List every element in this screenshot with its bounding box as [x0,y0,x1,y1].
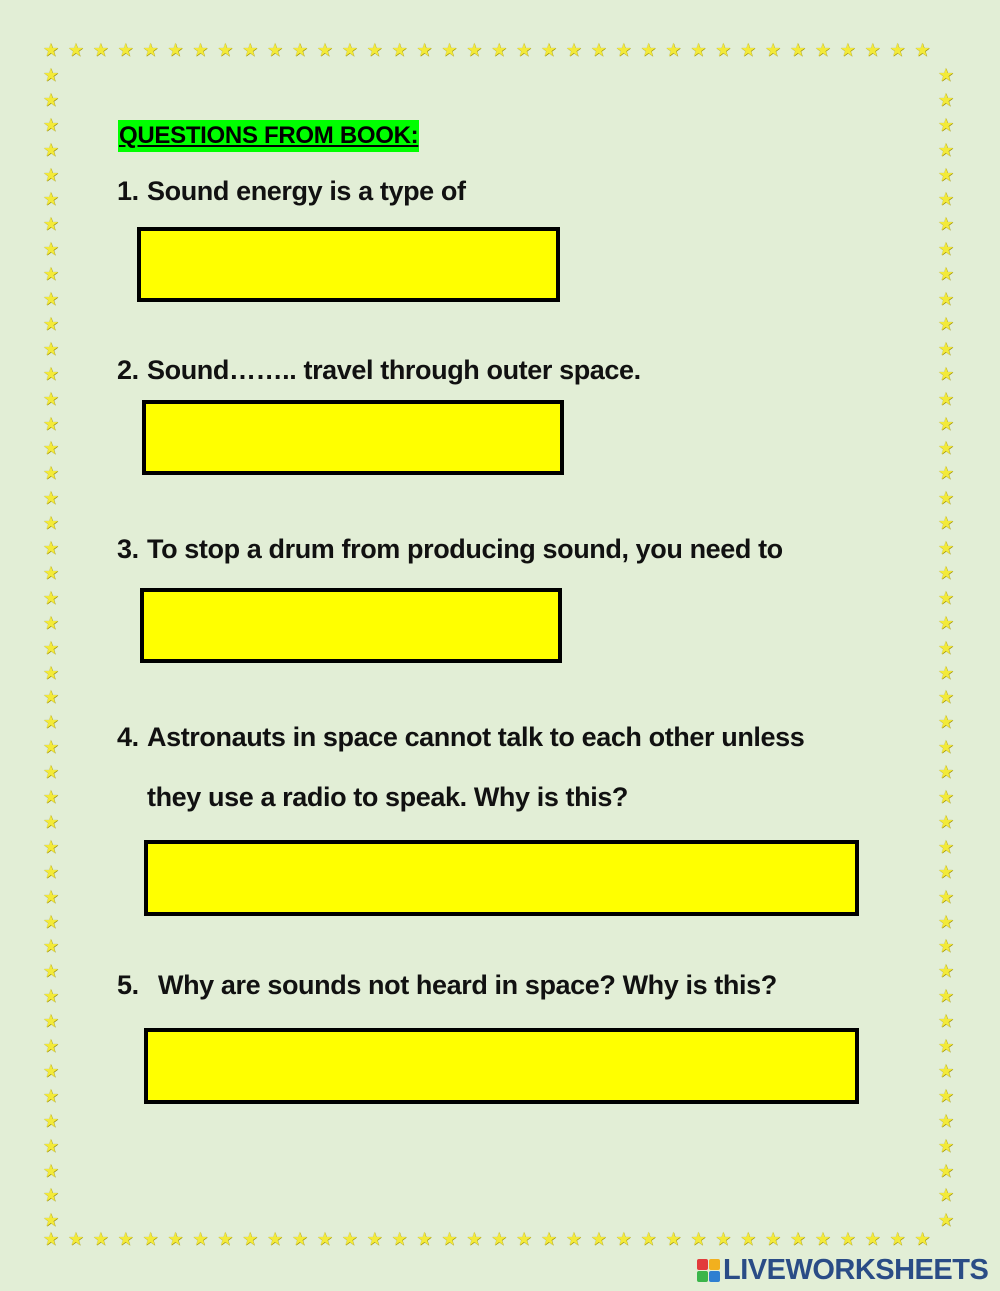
star-icon: ★ [937,1060,955,1081]
star-icon: ★ [765,1229,782,1249]
star-icon: ★ [192,1229,209,1249]
star-icon: ★ [42,488,60,509]
star-icon: ★ [366,40,383,60]
star-icon: ★ [937,562,955,583]
star-icon: ★ [937,1110,955,1131]
star-icon: ★ [937,313,955,334]
star-icon: ★ [889,1229,906,1249]
star-icon: ★ [937,1085,955,1106]
worksheet-heading: QUESTIONS FROM BOOK: [118,120,419,152]
star-icon: ★ [516,40,533,60]
star-icon: ★ [690,40,707,60]
star-icon: ★ [42,189,60,210]
answer-box-1[interactable] [137,227,560,302]
star-icon: ★ [937,662,955,683]
star-icon: ★ [42,164,60,185]
star-icon: ★ [937,687,955,708]
star-icon: ★ [789,40,807,60]
star-icon: ★ [665,1229,682,1249]
star-icon: ★ [42,1160,60,1181]
star-icon: ★ [42,114,60,135]
star-icon: ★ [937,1160,955,1181]
question-number: 4. [117,722,139,752]
question-number: 5. [117,970,139,1000]
star-icon: ★ [937,836,955,857]
star-icon: ★ [937,214,955,235]
star-icon: ★ [42,911,60,932]
star-icon: ★ [937,413,955,434]
star-icon: ★ [42,811,60,832]
star-icon: ★ [416,40,433,60]
star-icon: ★ [937,139,955,160]
star-icon: ★ [441,40,458,60]
star-icon: ★ [640,40,657,60]
star-icon: ★ [42,961,60,982]
star-icon: ★ [291,40,309,60]
star-icon: ★ [217,40,234,60]
star-icon: ★ [814,40,831,60]
star-icon: ★ [42,886,60,907]
star-icon: ★ [665,40,682,60]
star-icon: ★ [42,562,60,583]
star-icon: ★ [937,811,955,832]
star-icon: ★ [42,313,60,334]
star-icon: ★ [466,1229,483,1249]
star-icon: ★ [316,40,333,60]
star-icon: ★ [42,1060,60,1081]
star-icon: ★ [715,40,732,60]
star-icon: ★ [167,40,184,60]
star-icon: ★ [765,40,782,60]
star-icon: ★ [291,1229,309,1249]
star-icon: ★ [366,1229,383,1249]
star-icon: ★ [937,264,955,285]
star-icon: ★ [937,164,955,185]
star-icon: ★ [590,40,607,60]
star-icon: ★ [937,587,955,608]
star-icon: ★ [540,40,558,60]
star-icon: ★ [814,1229,831,1249]
answer-box-5[interactable] [144,1028,859,1104]
star-icon: ★ [42,538,60,558]
answer-box-2[interactable] [142,400,564,475]
star-icon: ★ [937,911,955,932]
brand-name: LIVEWORKSHEETS [723,1254,989,1286]
star-icon: ★ [937,1210,955,1231]
star-icon: ★ [937,1185,955,1206]
star-icon: ★ [242,40,259,60]
question-4-line-2: they use a radio to speak. Why is this? [147,782,629,812]
star-icon: ★ [491,40,508,60]
question-4 [117,722,804,753]
star-icon: ★ [937,363,955,384]
star-icon: ★ [516,1229,533,1249]
star-icon: ★ [839,40,856,60]
star-icon: ★ [914,1229,931,1249]
star-icon: ★ [42,687,60,708]
star-icon: ★ [615,1229,632,1249]
star-icon: ★ [267,1229,284,1249]
star-icon: ★ [142,40,159,60]
star-icon: ★ [615,40,632,60]
star-icon: ★ [42,1229,60,1249]
star-icon: ★ [937,463,955,484]
star-icon: ★ [42,662,60,683]
star-icon: ★ [937,189,955,210]
liveworksheets-logo-icon [697,1259,720,1282]
star-icon: ★ [242,1229,259,1249]
star-icon: ★ [937,488,955,509]
star-icon: ★ [914,40,931,60]
star-icon: ★ [937,64,955,85]
star-icon: ★ [42,463,60,484]
star-icon: ★ [937,89,955,110]
star-icon: ★ [864,40,881,60]
star-icon: ★ [42,861,60,882]
star-icon: ★ [466,40,483,60]
star-icon: ★ [42,40,60,60]
star-icon: ★ [167,1229,184,1249]
question-2 [117,355,641,386]
star-icon: ★ [839,1229,856,1249]
star-icon: ★ [42,513,60,534]
star-icon: ★ [937,239,955,260]
star-icon: ★ [937,338,955,359]
star-icon: ★ [937,762,955,783]
star-icon: ★ [42,89,60,110]
star-icon: ★ [864,1229,881,1249]
star-icon: ★ [42,1185,60,1206]
star-icon: ★ [937,961,955,982]
star-icon: ★ [42,139,60,160]
star-icon: ★ [937,114,955,135]
star-icon: ★ [217,1229,234,1249]
star-icon: ★ [42,413,60,434]
star-icon: ★ [42,239,60,260]
star-icon: ★ [67,1229,84,1249]
star-icon: ★ [937,438,955,459]
answer-box-3[interactable] [140,588,562,663]
star-icon: ★ [117,1229,134,1249]
star-icon: ★ [416,1229,433,1249]
star-icon: ★ [42,936,60,957]
star-icon: ★ [42,1210,60,1231]
question-3 [117,534,783,565]
star-icon: ★ [42,214,60,235]
star-icon: ★ [540,1229,558,1249]
question-text: Why are sounds not heard in space? Why is this? [158,970,777,1000]
star-icon: ★ [42,1135,60,1156]
star-icon: ★ [92,40,109,60]
question-5 [117,970,777,1001]
star-icon: ★ [341,40,358,60]
star-icon: ★ [42,1110,60,1131]
star-icon: ★ [391,40,408,60]
star-icon: ★ [42,338,60,359]
star-icon: ★ [937,1036,955,1056]
star-icon: ★ [42,264,60,285]
star-icon: ★ [42,1036,60,1056]
question-1 [117,176,466,207]
star-icon: ★ [341,1229,358,1249]
star-icon: ★ [937,712,955,733]
star-icon: ★ [590,1229,607,1249]
star-icon: ★ [42,1085,60,1106]
star-icon: ★ [42,712,60,733]
star-icon: ★ [937,886,955,907]
star-icon: ★ [316,1229,333,1249]
star-icon: ★ [937,1011,955,1032]
star-icon: ★ [391,1229,408,1249]
star-icon: ★ [441,1229,458,1249]
question-number: 3. [117,534,139,564]
star-icon: ★ [42,587,60,608]
star-icon: ★ [42,986,60,1007]
star-icon: ★ [491,1229,508,1249]
star-icon: ★ [42,363,60,384]
question-number: 2. [117,355,139,385]
question-number: 1. [117,176,139,206]
question-text: To stop a drum from producing sound, you need to [147,534,783,564]
star-icon: ★ [42,787,60,807]
star-icon: ★ [267,40,284,60]
star-icon: ★ [937,513,955,534]
star-icon: ★ [42,612,60,633]
liveworksheets-logo[interactable] [697,1254,988,1286]
star-icon: ★ [42,438,60,459]
star-icon: ★ [937,538,955,558]
star-icon: ★ [42,388,60,409]
star-icon: ★ [42,836,60,857]
star-icon: ★ [937,986,955,1007]
question-text: Sound…….. travel through outer space. [147,355,641,385]
star-icon: ★ [142,1229,159,1249]
star-icon: ★ [715,1229,732,1249]
star-icon: ★ [42,1011,60,1032]
answer-box-4[interactable] [144,840,859,916]
question-text: Astronauts in space cannot talk to each other unless [147,722,805,752]
star-icon: ★ [42,289,60,309]
star-icon: ★ [92,1229,109,1249]
star-icon: ★ [937,388,955,409]
star-icon: ★ [42,637,60,658]
star-icon: ★ [789,1229,807,1249]
star-icon: ★ [889,40,906,60]
star-icon: ★ [42,737,60,758]
star-icon: ★ [640,1229,657,1249]
star-icon: ★ [937,637,955,658]
star-icon: ★ [192,40,209,60]
star-icon: ★ [42,64,60,85]
star-icon: ★ [690,1229,707,1249]
star-icon: ★ [937,936,955,957]
star-icon: ★ [937,1135,955,1156]
star-icon: ★ [937,612,955,633]
star-icon: ★ [937,289,955,309]
star-icon: ★ [740,40,757,60]
star-icon: ★ [67,40,84,60]
star-icon: ★ [937,737,955,758]
star-icon: ★ [565,40,582,60]
star-icon: ★ [117,40,134,60]
star-icon: ★ [937,787,955,807]
question-text: Sound energy is a type of [147,176,466,206]
star-icon: ★ [565,1229,582,1249]
star-icon: ★ [42,762,60,783]
star-icon: ★ [937,861,955,882]
star-icon: ★ [740,1229,757,1249]
